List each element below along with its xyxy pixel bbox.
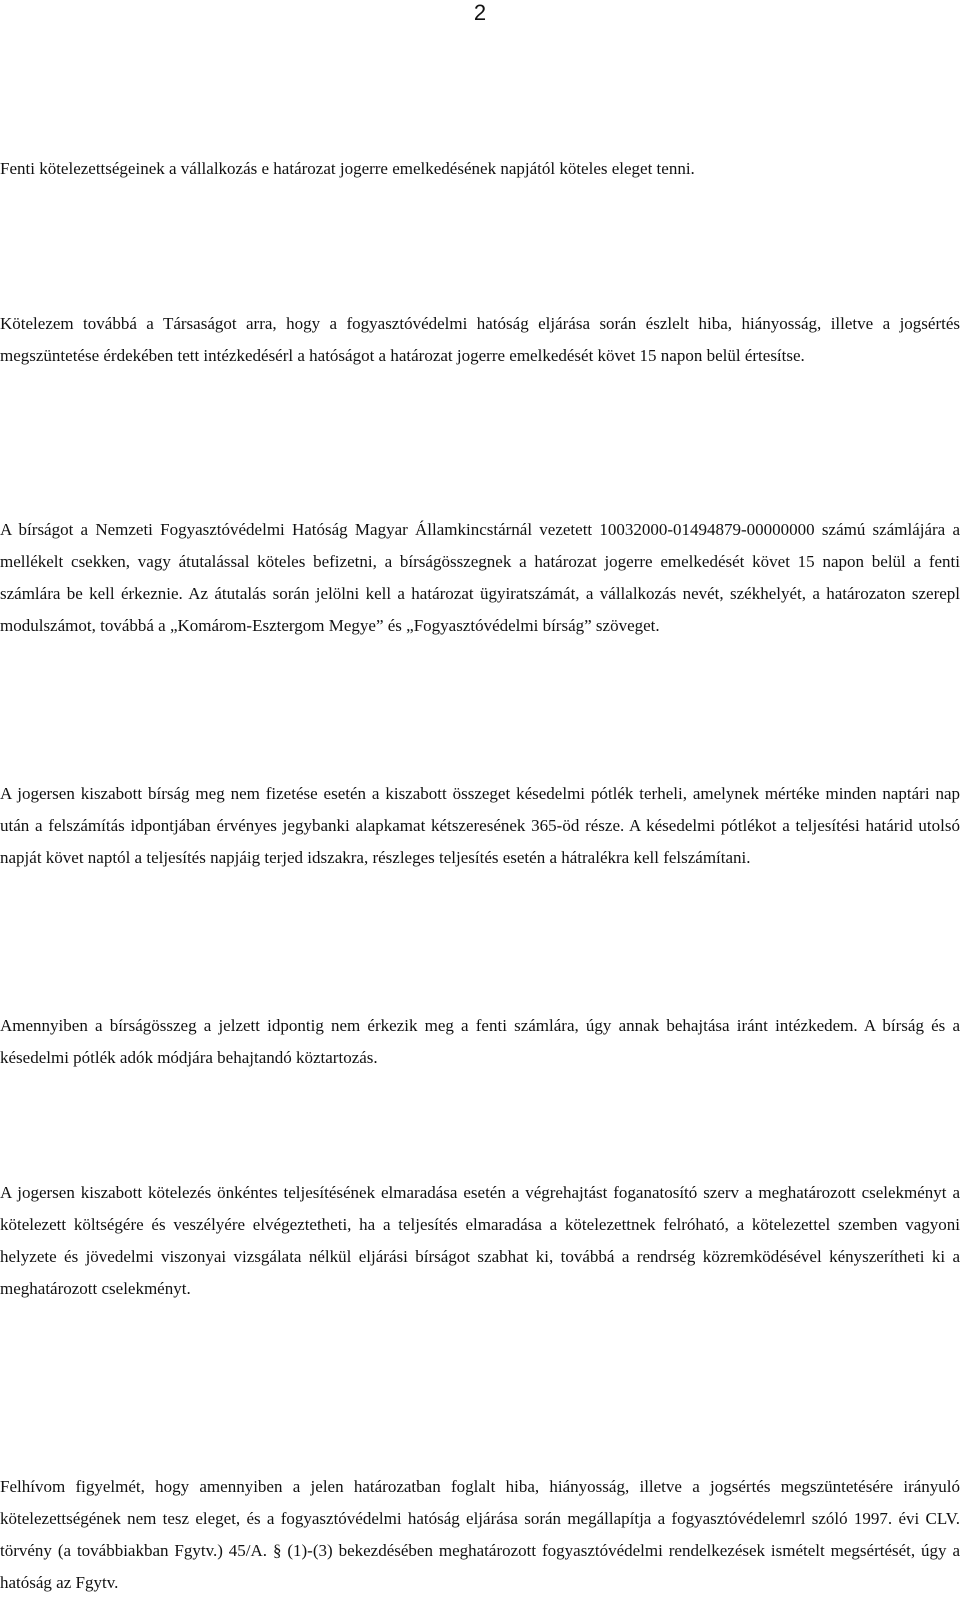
page-number: 2 [473,0,487,25]
paragraph-repeated-violation-warning: Felhívom figyelmét, hogy amennyiben a jelen határozatban foglalt hiba, hiányosság, illetve a jogsértés megszüntetésére irányuló kötelezettségének nem tesz eleget, és a fogyasztóvédelmi hatóság eljárása során megállapítja a fogyasztóvédelemrl szóló 1997. évi CLV. törvény (a továbbiakban Fgytv.) 45/A. § (1)-(3) bekezdésében meghatározott fogyasztóvédelmi rendelkezések ismételt megsértését, úgy a hatóság az Fgytv. [0,1477,960,1592]
paragraph-execution: A jogersen kiszabott kötelezés önkéntes teljesítésének elmaradása esetén a végrehajtást foganatosító szerv a meghatározott cselekményt a kötelezett költségére és veszélyére elvégeztetheti, ha a teljesítés elmaradása a kötelezettnek felróható, a kötelezettel szemben vagyoni helyzete és jövedelmi viszonyai vizsgálata nélkül eljárási bírságot szabhat ki, továbbá a rendrség közremködésével kényszerítheti ki a meghatározott cselekményt. [0,1183,960,1298]
paragraph-fine-payment: A bírságot a Nemzeti Fogyasztóvédelmi Hatóság Magyar Államkincstárnál vezetett 10032000-01494879-00000000 számú számlájára a mellékelt csekken, vagy átutalással köteles befizetni, a bírságösszegnek a határozat jogerre emelkedését követ 15 napon belül a fenti számlára be kell érkeznie. Az átutalás során jelölni kell a határozat ügyiratszámát, a vállalkozás nevét, székhelyét, a határozaton szerepl modulszámot, továbbá a „Komárom-Esztergom Megye” és „Fogyasztóvédelmi bírság” szöveget. [0,520,960,635]
paragraph-late-payment-surcharge: A jogersen kiszabott bírság meg nem fizetése esetén a kiszabott összeget késedelmi pótlék terheli, amelynek mértéke minden naptári nap után a felszámítás idpontjában érvényes jegybanki alapkamat kétszeresének 365-öd része. A késedelmi pótlékot a teljesítési határid utolsó napját követ naptól a teljesítés napjáig terjed idszakra, részleges teljesítés esetén a hátralékra kell felszámítani. [0,784,960,867]
paragraph-compliance-deadline: Fenti kötelezettségeinek a vállalkozás e határozat jogerre emelkedésének napjától köteles eleget tenni. [0,159,695,178]
paragraph-notification-obligation: Kötelezem továbbá a Társaságot arra, hogy a fogyasztóvédelmi hatóság eljárása során észlelt hiba, hiányosság, illetve a jogsértés megszüntetése érdekében tett intézkedésérl a hatóságot a határozat jogerre emelkedését követ 15 napon belül értesítse. [0,314,960,365]
paragraph-enforcement: Amennyiben a bírságösszeg a jelzett idpontig nem érkezik meg a fenti számlára, úgy annak behajtása iránt intézkedem. A bírság és a késedelmi pótlék adók módjára behajtandó köztartozás. [0,1016,960,1067]
